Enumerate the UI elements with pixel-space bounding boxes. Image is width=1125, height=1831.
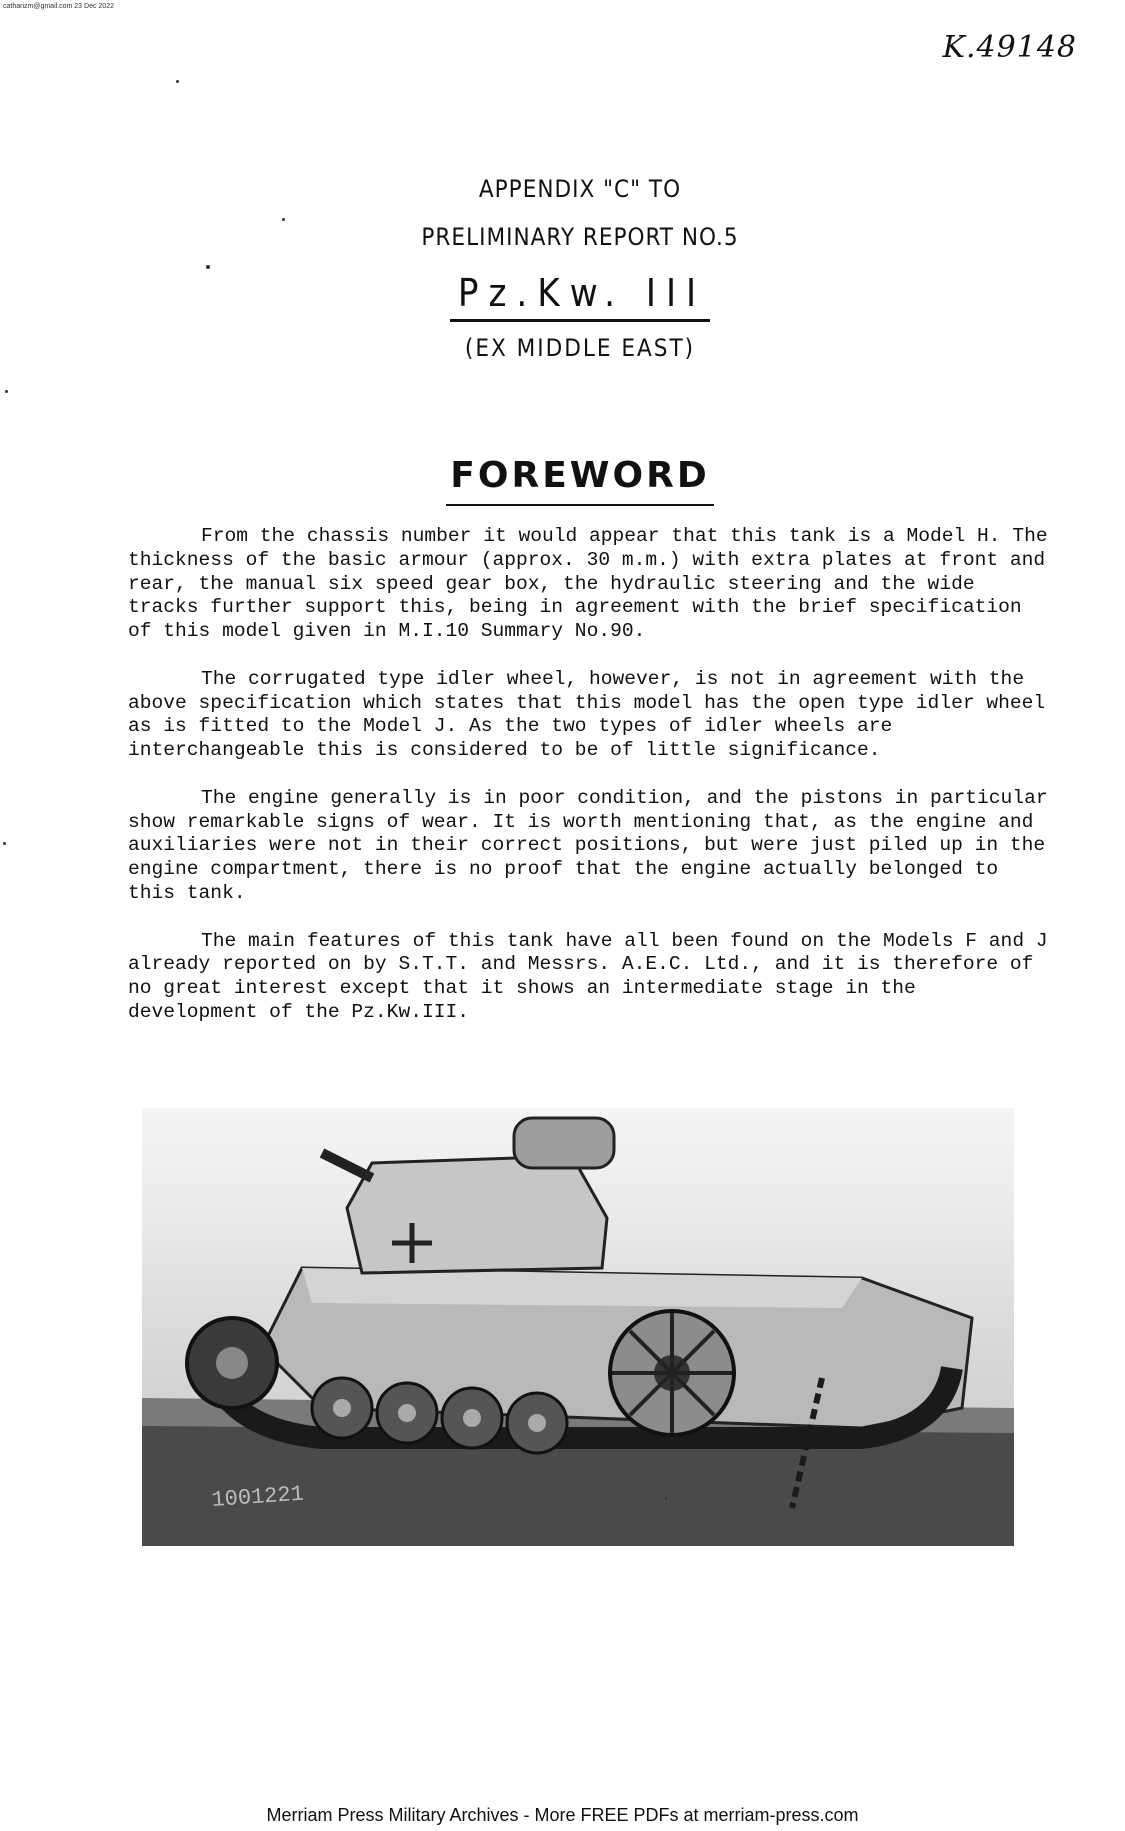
handwritten-reference-note: K.49148 [942, 30, 1077, 65]
heading-subtitle: (EX MIDDLE EAST) [464, 334, 696, 362]
wagon-marking: 1001221 [210, 1481, 305, 1513]
paragraph: The main features of this tank have all been found on the Models F and J already reported on by S.T.T. and Messrs. A.E.C. Ltd., and it is therefore of no great interest except that it shows an intermediate stage in the development of the Pz.Kw.III. [128, 929, 1048, 1023]
report-heading [0, 165, 1125, 368]
tank-photo [142, 1108, 1014, 1546]
paragraph: From the chassis number it would appear that this tank is a Model H. The thickness of the basic armour (approx. 30 m.m.) with extra plates at front and rear, the manual six speed gear box, the hydraulic steering and the wide tracks further support this, being in agreement with the brief specification of this model given in M.I.10 Summary No.90. [128, 525, 1048, 643]
scan-speck [5, 390, 8, 393]
paragraph: The corrugated type idler wheel, however, is not in agreement with the above specification which states that this model has the open type idler wheel as is fitted to the Model J. As the two types of idler wheels are interchangeable this is considered to be of little significance. [128, 667, 1046, 762]
foreword-body [128, 525, 1048, 1049]
tank-photo-icon [142, 1108, 1014, 1546]
heading-title-wrap [0, 261, 1125, 322]
paragraph: The engine generally is in poor condition, and the pistons in particular show remarkable signs of wear. It is worth mentioning that, as the engine and auxiliaries were not in their correct positions, but were just piled up in the engine compartment, there is no proof that the engine actually belonged to this tank. [128, 786, 1048, 904]
section-title: FOREWORD [446, 455, 713, 506]
heading-report-line: PRELIMINARY REPORT NO.5 [421, 223, 739, 251]
section-title-wrap [0, 455, 1125, 506]
scan-speck [282, 218, 285, 221]
heading-title: Pz.Kw. III [450, 267, 710, 322]
scan-speck [206, 265, 210, 269]
scan-speck [3, 842, 6, 845]
download-stamp: catharizm@gmail.com 23 Dec 2022 [3, 3, 114, 10]
scan-speck [665, 1497, 667, 1500]
scan-speck [176, 80, 179, 83]
footer-credit: Merriam Press Military Archives - More FREE PDFs at merriam-press.com [266, 1805, 859, 1825]
heading-appendix-line: APPENDIX "C" TO [478, 175, 682, 203]
